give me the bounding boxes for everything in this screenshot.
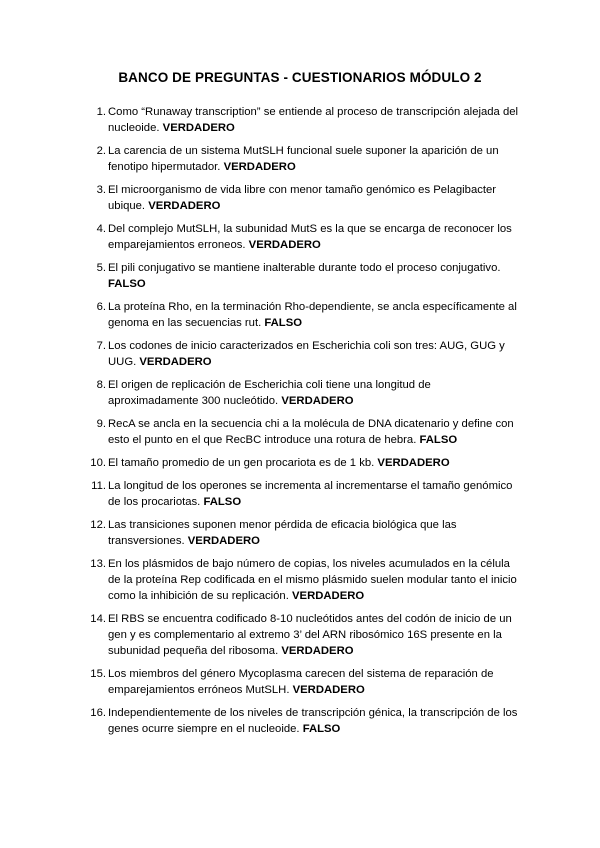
question-text: Los miembros del género Mycoplasma carecen del sistema de reparación de emparejamientos erróneos MutSLH. xyxy=(108,668,494,696)
question-answer: FALSO xyxy=(203,496,242,508)
question-answer: VERDADERO xyxy=(223,161,296,173)
question-item xyxy=(88,182,524,214)
question-number: 4. xyxy=(96,223,106,235)
question-number: 15. xyxy=(90,668,106,680)
question-item xyxy=(88,221,524,253)
question-answer: VERDADERO xyxy=(281,645,354,657)
question-number: 9. xyxy=(96,418,106,430)
question-number: 7. xyxy=(96,340,106,352)
question-text: RecA se ancla en la secuencia chi a la molécula de DNA dicatenario y define con esto el punto en el que RecBC introduce una rotura de hebra. xyxy=(108,418,514,446)
question-answer: FALSO xyxy=(264,317,303,329)
question-text: Del complejo MutSLH, la subunidad MutS es la que se encarga de reconocer los emparejamientos erroneos. xyxy=(108,223,512,251)
question-item xyxy=(88,377,524,409)
question-number: 5. xyxy=(96,262,106,274)
question-text: La proteína Rho, en la terminación Rho-dependiente, se ancla específicamente al genoma en las secuencias rut. xyxy=(108,301,517,329)
question-number: 12. xyxy=(90,519,106,531)
question-item xyxy=(88,143,524,175)
question-item xyxy=(88,517,524,549)
question-number: 11. xyxy=(91,480,106,492)
question-number: 2. xyxy=(96,145,106,157)
question-answer: VERDADERO xyxy=(377,457,450,469)
question-text: El RBS se encuentra codificado 8-10 nucleótidos antes del codón de inicio de un gen y es complementario al extremo 3’ del ARN ribosómico 16S presente en la subunidad pequeña del ribosoma. xyxy=(108,613,512,657)
question-item xyxy=(88,455,524,471)
question-item xyxy=(88,260,524,292)
question-number: 3. xyxy=(96,184,106,196)
question-item xyxy=(88,705,524,737)
question-answer: FALSO xyxy=(419,434,458,446)
question-answer: VERDADERO xyxy=(162,122,235,134)
question-item xyxy=(88,299,524,331)
question-item xyxy=(88,104,524,136)
question-number: 16. xyxy=(90,707,106,719)
question-number: 1. xyxy=(96,106,106,118)
question-answer: VERDADERO xyxy=(292,590,365,602)
question-number: 6. xyxy=(96,301,106,313)
question-text: Las transiciones suponen menor pérdida de eficacia biológica que las transversiones. xyxy=(108,519,457,547)
question-answer: VERDADERO xyxy=(139,356,212,368)
question-answer: VERDADERO xyxy=(292,684,365,696)
question-text: La carencia de un sistema MutSLH funcional suele suponer la aparición de un fenotipo hipermutador. xyxy=(108,145,499,173)
question-number: 13. xyxy=(90,558,106,570)
page-title: BANCO DE PREGUNTAS - CUESTIONARIOS MÓDULO 2 xyxy=(118,70,482,85)
question-text: Los codones de inicio caracterizados en Escherichia coli son tres: AUG, GUG y UUG. xyxy=(108,340,505,368)
question-text: Independientemente de los niveles de transcripción génica, la transcripción de los genes ocurre siempre en el nucleoide. xyxy=(108,707,518,735)
question-text: El pili conjugativo se mantiene inalterable durante todo el proceso conjugativo. xyxy=(108,262,501,274)
question-text: En los plásmidos de bajo número de copias, los niveles acumulados en la célula de la proteína Rep codificada en el mismo plásmido suelen modular tanto el inicio como la inhibición de su replicación. xyxy=(108,558,517,602)
question-answer: VERDADERO xyxy=(187,535,260,547)
question-list xyxy=(88,104,524,744)
question-item xyxy=(88,666,524,698)
question-item xyxy=(88,338,524,370)
question-item xyxy=(88,478,524,510)
question-answer: FALSO xyxy=(108,278,146,290)
question-text: El tamaño promedio de un gen procariota es de 1 kb. xyxy=(108,457,375,469)
question-text: Como “Runaway transcription” se entiende al proceso de transcripción alejada del nucleoide. xyxy=(108,106,519,134)
question-item xyxy=(88,611,524,659)
question-number: 8. xyxy=(96,379,106,391)
question-item xyxy=(88,416,524,448)
question-number: 10. xyxy=(90,457,106,469)
question-item xyxy=(88,556,524,604)
question-number: 14. xyxy=(90,613,106,625)
question-text: La longitud de los operones se incrementa al incrementarse el tamaño genómico de los procariotas. xyxy=(108,480,513,508)
question-answer: VERDADERO xyxy=(248,239,321,251)
question-answer: VERDADERO xyxy=(148,200,221,212)
question-answer: VERDADERO xyxy=(281,395,354,407)
question-text: El origen de replicación de Escherichia coli tiene una longitud de aproximadamente 300 nucleótido. xyxy=(108,379,431,407)
question-text: El microorganismo de vida libre con menor tamaño genómico es Pelagibacter ubique. xyxy=(108,184,497,212)
question-answer: FALSO xyxy=(302,723,341,735)
